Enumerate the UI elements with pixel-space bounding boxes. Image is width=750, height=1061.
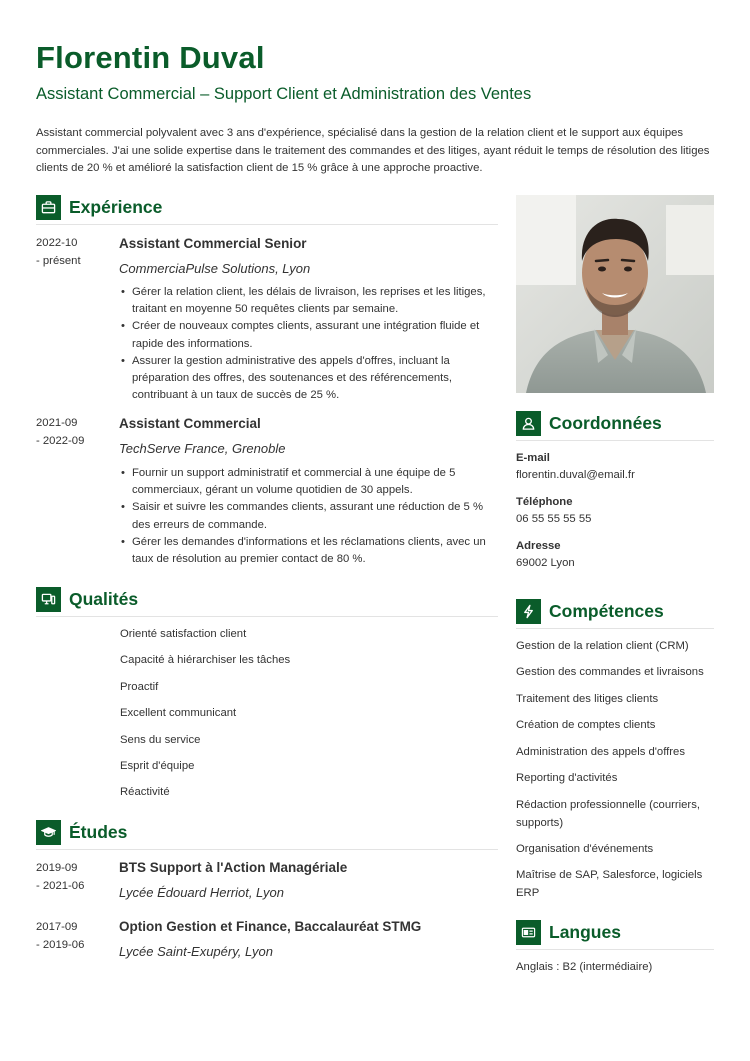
date-end: - 2019-06 xyxy=(36,939,85,951)
list-item: • Gérer les demandes d'informations et les réclamations clients, avec un taux de résolution au premier contact de 80 %. xyxy=(119,534,494,568)
experience-2-bullets xyxy=(119,465,494,568)
date-end: - 2022-09 xyxy=(36,435,85,447)
experience-2-date xyxy=(36,414,112,450)
contact-divider xyxy=(516,440,714,441)
list-item: • Créer de nouveaux comptes clients, assurant une intégration fluide et rapide des informations. xyxy=(119,318,494,352)
skill-item: Organisation d'événements xyxy=(516,843,654,855)
profile-summary: Assistant commercial polyvalent avec 3 ans d'expérience, spécialisé dans la gestion de la relation client et le support aux équipes commerciales. J'ai une solide expertise dans le traitement des commandes et des litiges, ayant réduit le temps de résolution des litiges clients de 20 % et amélioré la satisfaction client de 15 % grâce à une approche proactive. xyxy=(36,127,710,174)
date-start: 2021-09 xyxy=(36,417,78,429)
date-end: - présent xyxy=(36,255,81,267)
skill-item: Gestion de la relation client (CRM) xyxy=(516,640,689,652)
date-start: 2019-09 xyxy=(36,862,78,874)
phone-label: Téléphone xyxy=(516,496,573,508)
email-label: E-mail xyxy=(516,452,550,464)
lightning-icon xyxy=(516,599,541,624)
address-value: 69002 Lyon xyxy=(516,557,575,569)
quality-item: Sens du service xyxy=(120,734,201,746)
experience-title: Expérience xyxy=(69,197,163,217)
languages-heading xyxy=(516,920,621,945)
quality-item: Capacité à hiérarchiser les tâches xyxy=(120,654,291,666)
quality-item: Esprit d'équipe xyxy=(120,760,195,772)
skill-item: Maîtrise de SAP, Salesforce, logiciels ERP xyxy=(516,869,703,899)
contact-title: Coordonnées xyxy=(549,413,662,433)
qualities-divider xyxy=(36,616,498,617)
skill-item: Création de comptes clients xyxy=(516,719,656,731)
date-start: 2022-10 xyxy=(36,237,78,249)
list-item: • Gérer la relation client, les délais de livraison, les reprises et les litiges, traitant en moyenne 50 requêtes clients par semaine. xyxy=(119,284,494,318)
contact-heading xyxy=(516,411,662,436)
education-2-date xyxy=(36,918,112,954)
education-title: Études xyxy=(69,822,128,842)
languages-divider xyxy=(516,949,714,950)
id-card-icon xyxy=(516,920,541,945)
qualities-title: Qualités xyxy=(69,589,139,609)
skill-item: Administration des appels d'offres xyxy=(516,746,685,758)
education-heading xyxy=(36,820,127,845)
experience-2-title: Assistant Commercial xyxy=(119,416,261,431)
education-divider xyxy=(36,849,498,850)
job-title: Assistant Commercial – Support Client et Administration des Ventes xyxy=(36,85,532,103)
education-2-title: Option Gestion et Finance, Baccalauréat STMG xyxy=(119,919,422,934)
qualities-heading xyxy=(36,587,138,612)
experience-1-bullets xyxy=(119,284,494,404)
date-start: 2017-09 xyxy=(36,921,78,933)
language-item: Anglais : B2 (intermédiaire) xyxy=(516,961,653,973)
education-2-school: Lycée Saint-Exupéry, Lyon xyxy=(119,944,273,959)
experience-2-company: TechServe France, Grenoble xyxy=(119,441,286,456)
phone-value: 06 55 55 55 55 xyxy=(516,513,592,525)
experience-1-date xyxy=(36,234,112,270)
quality-item: Excellent communicant xyxy=(120,707,237,719)
skills-title: Compétences xyxy=(549,601,664,621)
skills-heading xyxy=(516,599,664,624)
experience-1-title: Assistant Commercial Senior xyxy=(119,236,307,251)
education-1-title: BTS Support à l'Action Managériale xyxy=(119,860,348,875)
experience-1-company: CommerciaPulse Solutions, Lyon xyxy=(119,261,311,276)
graduation-cap-icon xyxy=(36,820,61,845)
skills-divider xyxy=(516,628,714,629)
experience-heading xyxy=(36,195,162,220)
user-icon xyxy=(516,411,541,436)
quality-item: Orienté satisfaction client xyxy=(120,628,247,640)
date-end: - 2021-06 xyxy=(36,880,85,892)
quality-item: Réactivité xyxy=(120,786,170,798)
list-item: • Fournir un support administratif et commercial à une équipe de 5 commerciaux, gérant un volume quotidien de 30 appels. xyxy=(119,465,494,499)
quality-item: Proactif xyxy=(120,681,159,693)
profile-photo xyxy=(516,195,714,393)
skill-item: Rédaction professionnelle (courriers, supports) xyxy=(516,799,700,829)
address-label: Adresse xyxy=(516,540,561,552)
skill-item: Reporting d'activités xyxy=(516,772,618,784)
list-item: • Assurer la gestion administrative des appels d'offres, incluant la préparation des offres, des soutenances et des référencements, contribuant à un taux de succès de 25 %. xyxy=(119,353,494,405)
email-value: florentin.duval@email.fr xyxy=(516,469,635,481)
monitor-icon xyxy=(36,587,61,612)
skill-item: Traitement des litiges clients xyxy=(516,693,659,705)
languages-title: Langues xyxy=(549,922,621,942)
skill-item: Gestion des commandes et livraisons xyxy=(516,666,704,678)
list-item: • Saisir et suivre les commandes clients, assurant une réduction de 5 % des erreurs de commande. xyxy=(119,499,494,533)
education-1-date xyxy=(36,859,112,895)
experience-divider xyxy=(36,224,498,225)
candidate-name: Florentin Duval xyxy=(36,40,265,75)
briefcase-icon xyxy=(36,195,61,220)
education-1-school: Lycée Édouard Herriot, Lyon xyxy=(119,885,285,900)
